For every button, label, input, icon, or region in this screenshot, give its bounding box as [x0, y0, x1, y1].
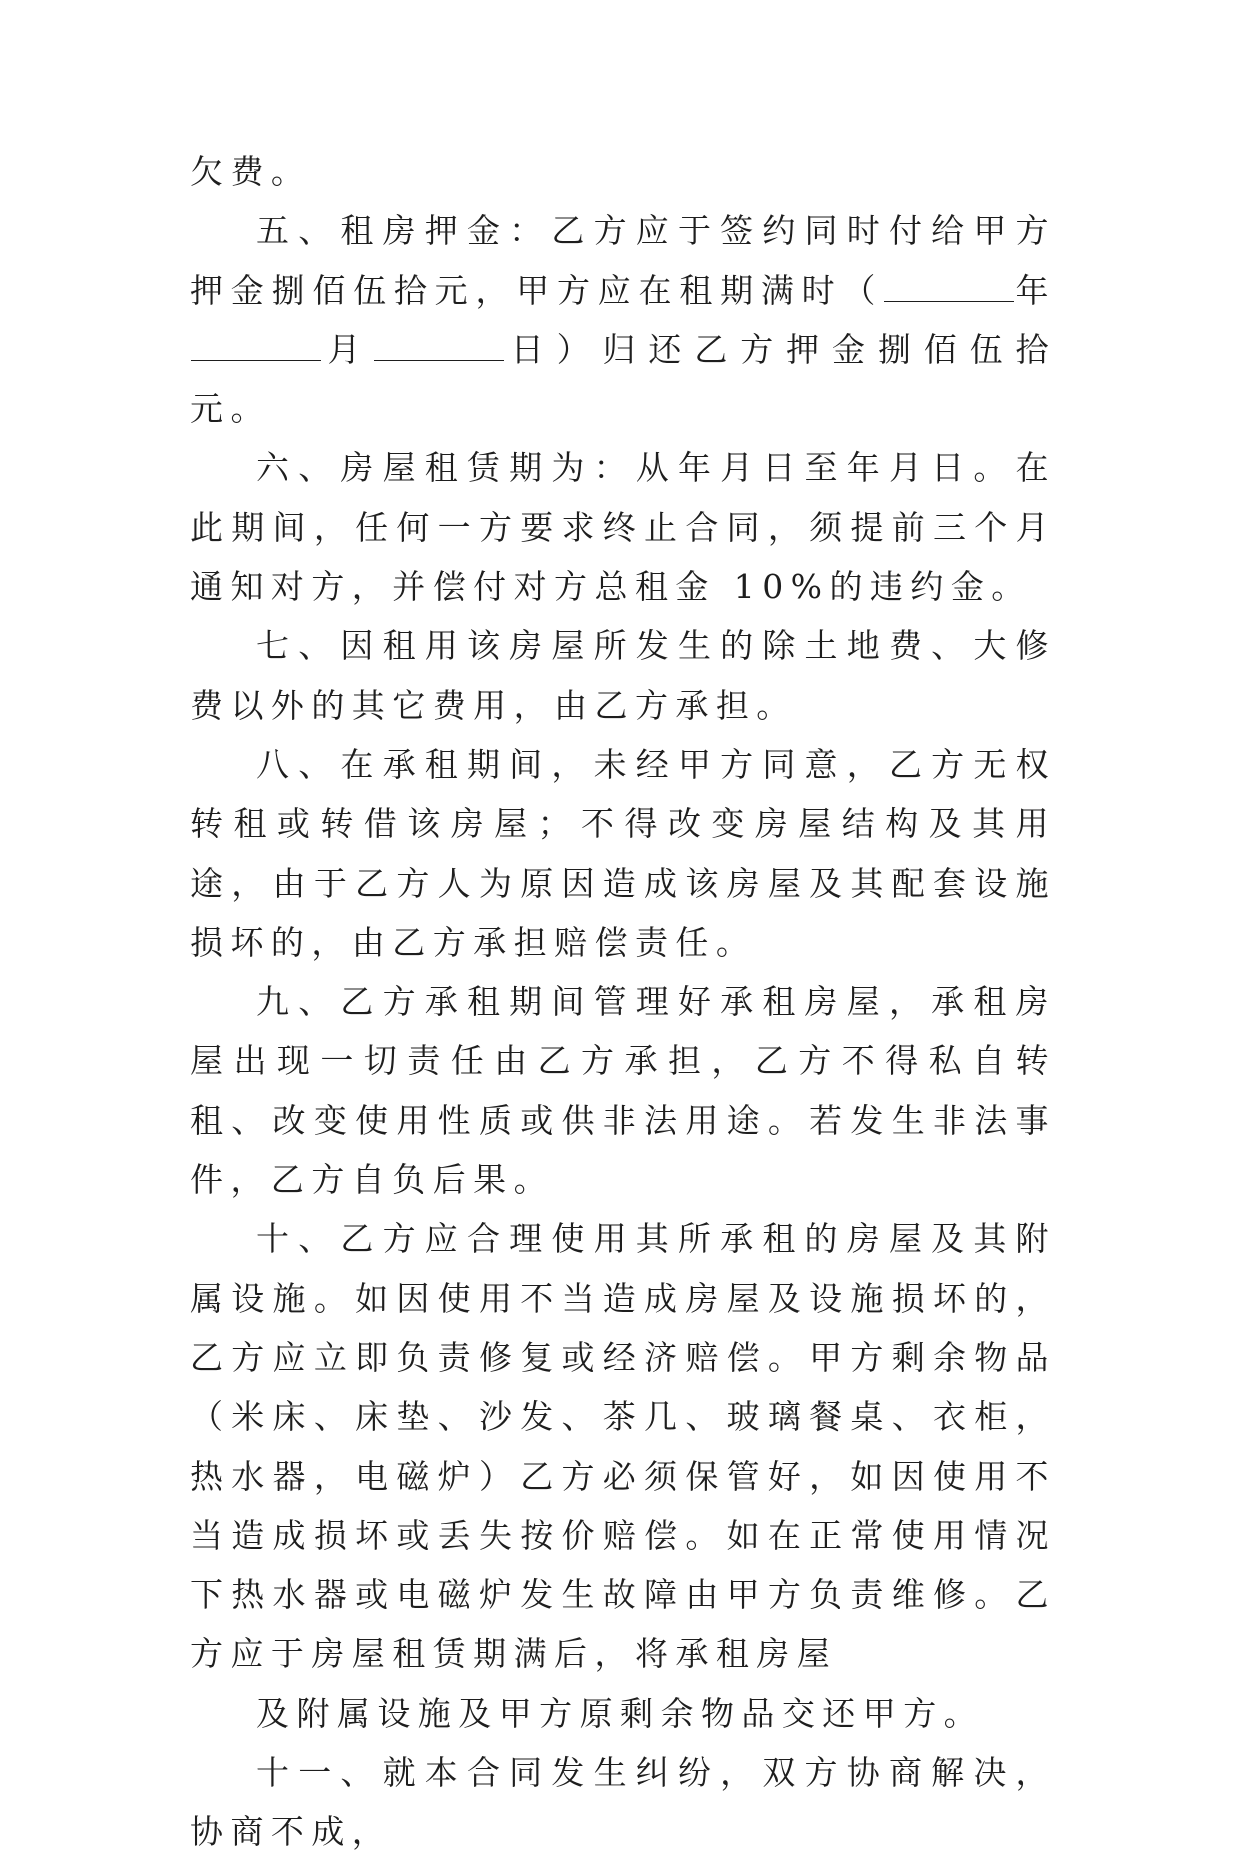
paragraph-10-continued: 及附属设施及甲方原剩余物品交还甲方。	[256, 1693, 985, 1733]
paragraph-continued: 欠费。	[190, 152, 312, 191]
contract-body	[190, 142, 1056, 1862]
paragraph-5-text-after: 日）归还乙方押金捌佰伍拾元。	[190, 329, 1056, 429]
paragraph-5-deposit	[190, 201, 1056, 438]
month-label: 月	[322, 329, 374, 369]
paragraph-10-facilities: 十、乙方应合理使用其所承租的房屋及其附属设施。如因使用不当造成房屋及设施损坏的，乙方应立即负责修复或经济赔偿。甲方剩余物品（米床、床垫、沙发、茶几、玻璃餐桌、衣柜，热水器，电磁炉）乙方必须保管好，如因使用不当造成损坏或丢失按价赔偿。如在正常使用情况下热水器或电磁炉发生故障由甲方负责维修。乙方应于房屋租赁期满后，将承租房屋	[190, 1219, 1056, 1674]
paragraph-7-fees: 七、因租用该房屋所发生的除土地费、大修费以外的其它费用，由乙方承担。	[190, 626, 1056, 725]
paragraph-9-responsibility: 九、乙方承租期间管理好承租房屋，承租房屋出现一切责任由乙方承担，乙方不得私自转租、改变使用性质或供非法用途。若发生非法事件，乙方自负后果。	[190, 982, 1056, 1200]
paragraph-8-sublease: 八、在承租期间，未经甲方同意，乙方无权转租或转借该房屋；不得改变房屋结构及其用途，由于乙方人为原因造成该房屋及其配套设施损坏的，由乙方承担赔偿责任。	[190, 744, 1056, 962]
day-blank	[374, 334, 504, 361]
paragraph-11-disputes: 十一、就本合同发生纠纷，双方协商解决，协商不成，	[190, 1753, 1056, 1852]
month-blank	[191, 334, 321, 361]
paragraph-5-text-before: 五、租房押金：乙方应于签约同时付给甲方押金捌佰伍拾元，甲方应在租期满时（	[190, 211, 1056, 310]
year-blank	[884, 275, 1014, 302]
paragraph-6-lease-term: 六、房屋租赁期为：从年月日至年月日。在此期间，任何一方要求终止合同，须提前三个月通知对方，并偿付对方总租金 10%的违约金。	[190, 448, 1056, 607]
year-label: 年	[1015, 270, 1056, 310]
